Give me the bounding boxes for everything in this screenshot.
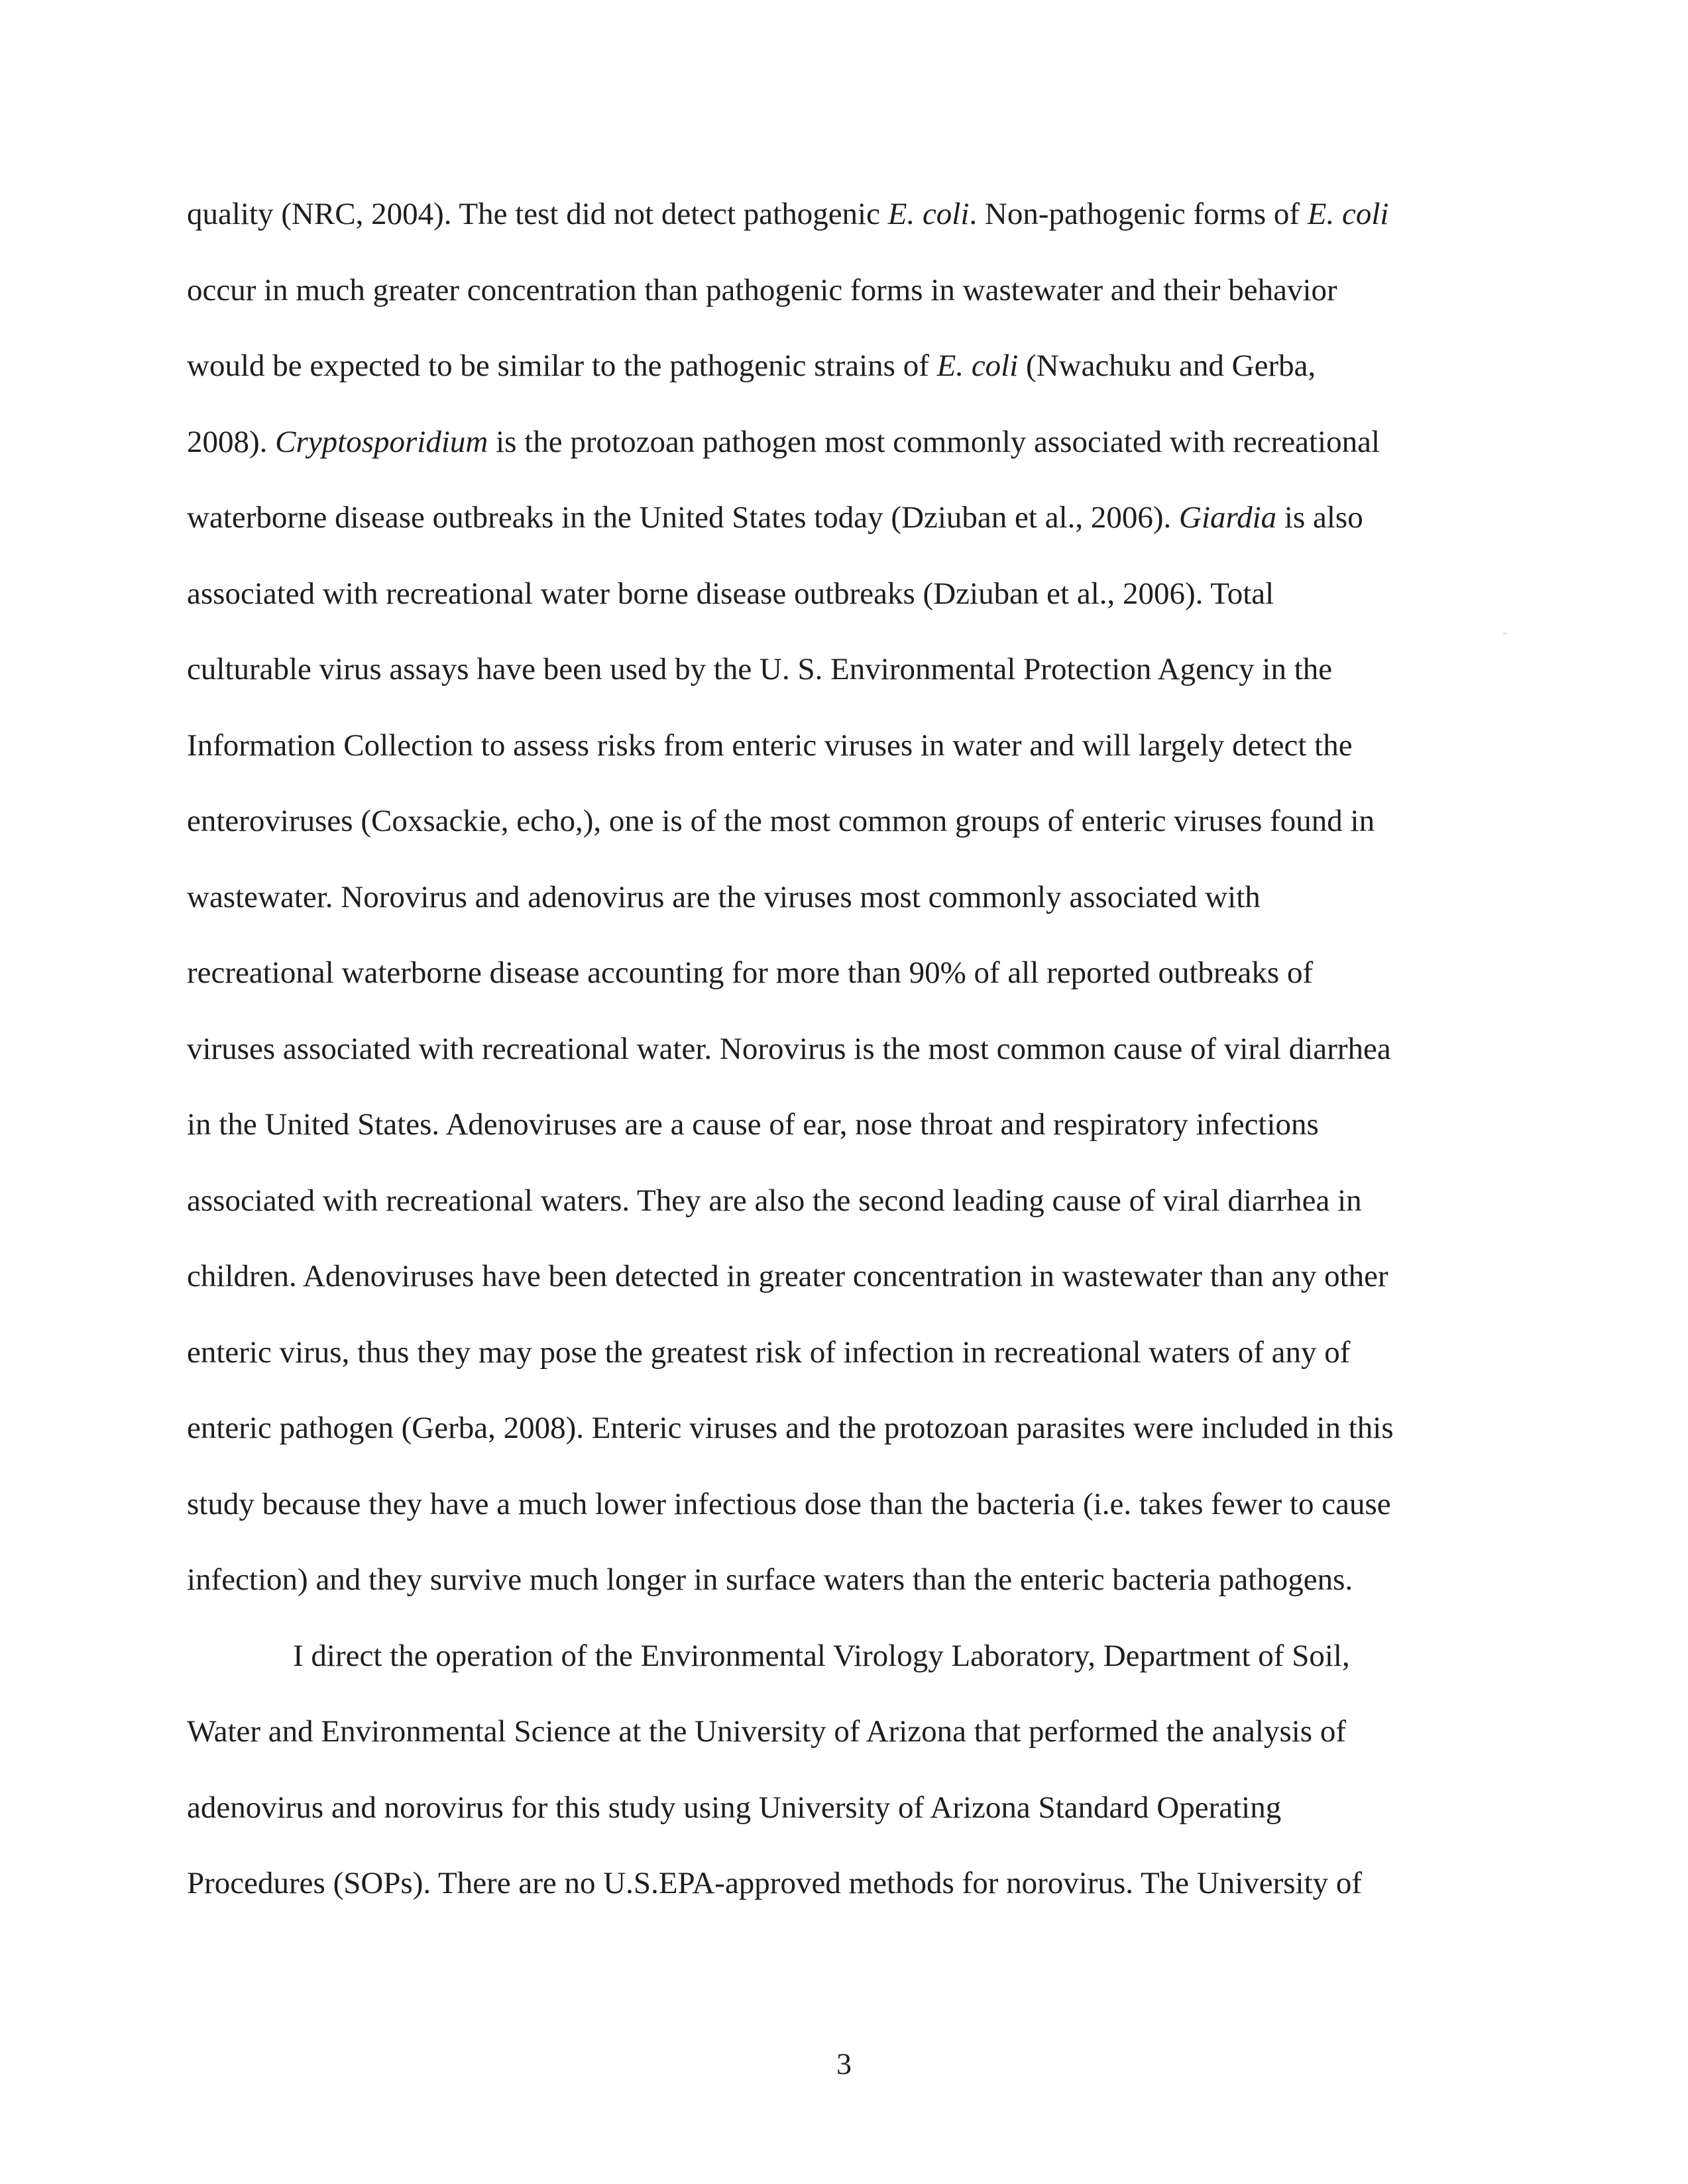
text-run: recreational waterborne disease accounting for more than 90% of all reported outbreaks of (187, 956, 1314, 990)
text-run: Procedures (SOPs). There are no U.S.EPA-approved methods for norovirus. The University of (187, 1866, 1363, 1900)
scan-mark (1503, 633, 1507, 634)
text-line (187, 1019, 1499, 1095)
text-run: culturable virus assays have been used by the U. S. Environmental Protection Agency in the (187, 652, 1333, 686)
text-run: infection) and they survive much longer in surface waters than the enteric bacteria pathogens. (187, 1562, 1353, 1597)
text-run: 2008). (187, 424, 276, 459)
text-run: children. Adenoviruses have been detected in greater concentration in wastewater than any other (187, 1259, 1388, 1293)
text-line (187, 1626, 1499, 1702)
text-run: would be expected to be similar to the pathogenic strains of (187, 349, 937, 383)
text-line (187, 412, 1499, 488)
text-run: study because they have a much lower infectious dose than the bacteria (i.e. takes fewer to cause (187, 1486, 1391, 1521)
text-run: Information Collection to assess risks from enteric viruses in water and will largely detect the (187, 728, 1353, 763)
page-number: 3 (836, 2047, 852, 2081)
text-line (187, 488, 1499, 564)
text-run: wastewater. Norovirus and adenovirus are the viruses most commonly associated with (187, 879, 1261, 914)
text-run: . Non-pathogenic forms of (969, 197, 1308, 231)
body-text (187, 184, 1499, 1930)
text-line (187, 1778, 1499, 1854)
paragraph (187, 1626, 1499, 1930)
text-line (187, 184, 1499, 260)
text-line (187, 1171, 1499, 1247)
text-line (187, 564, 1499, 640)
text-line (187, 1095, 1499, 1171)
text-run: enteroviruses (Coxsackie, echo,), one is of the most common groups of enteric viruses found in (187, 804, 1375, 838)
italic-term: E. coli (936, 349, 1019, 383)
text-line (187, 336, 1499, 412)
text-line (187, 716, 1499, 792)
text-run: associated with recreational waters. They are also the second leading cause of viral diarrhea in (187, 1183, 1362, 1218)
text-line (187, 1398, 1499, 1474)
text-run: enteric virus, thus they may pose the greatest risk of infection in recreational waters of any of (187, 1335, 1351, 1370)
italic-term: E. coli (887, 197, 970, 231)
text-run: is the protozoan pathogen most commonly associated with recreational (488, 424, 1380, 459)
text-line (187, 1702, 1499, 1778)
text-line (187, 1550, 1499, 1626)
text-line (187, 1853, 1499, 1930)
text-run: quality (NRC, 2004). The test did not detect pathogenic (187, 197, 888, 231)
text-line (187, 867, 1499, 944)
text-line (187, 1474, 1499, 1551)
paragraph (187, 184, 1499, 1626)
italic-term: E. coli (1307, 197, 1389, 231)
text-run: enteric pathogen (Gerba, 2008). Enteric viruses and the protozoan parasites were included in this (187, 1411, 1394, 1445)
text-run: viruses associated with recreational water. Norovirus is the most common cause of viral diarrhea (187, 1031, 1391, 1066)
text-run: occur in much greater concentration than pathogenic forms in wastewater and their behavior (187, 272, 1337, 307)
text-run: I direct the operation of the Environmental Virology Laboratory, Department of Soil, (293, 1638, 1350, 1673)
text-line (187, 943, 1499, 1019)
text-run: Water and Environmental Science at the University of Arizona that performed the analysis of (187, 1714, 1346, 1749)
text-run: waterborne disease outbreaks in the United States today (Dziuban et al., 2006). (187, 500, 1180, 535)
text-run: (Nwachuku and Gerba, (1018, 349, 1316, 383)
italic-term: Giardia (1179, 500, 1277, 535)
text-run: in the United States. Adenoviruses are a cause of ear, nose throat and respiratory infections (187, 1107, 1319, 1142)
text-line (187, 1246, 1499, 1323)
italic-term: Cryptosporidium (275, 424, 488, 459)
text-run: adenovirus and norovirus for this study using University of Arizona Standard Operating (187, 1790, 1282, 1825)
text-line (187, 1323, 1499, 1399)
text-line (187, 791, 1499, 867)
text-run: is also (1276, 500, 1363, 535)
text-line (187, 639, 1499, 716)
text-line (187, 260, 1499, 337)
text-run: associated with recreational water borne disease outbreaks (Dziuban et al., 2006). Total (187, 576, 1274, 611)
